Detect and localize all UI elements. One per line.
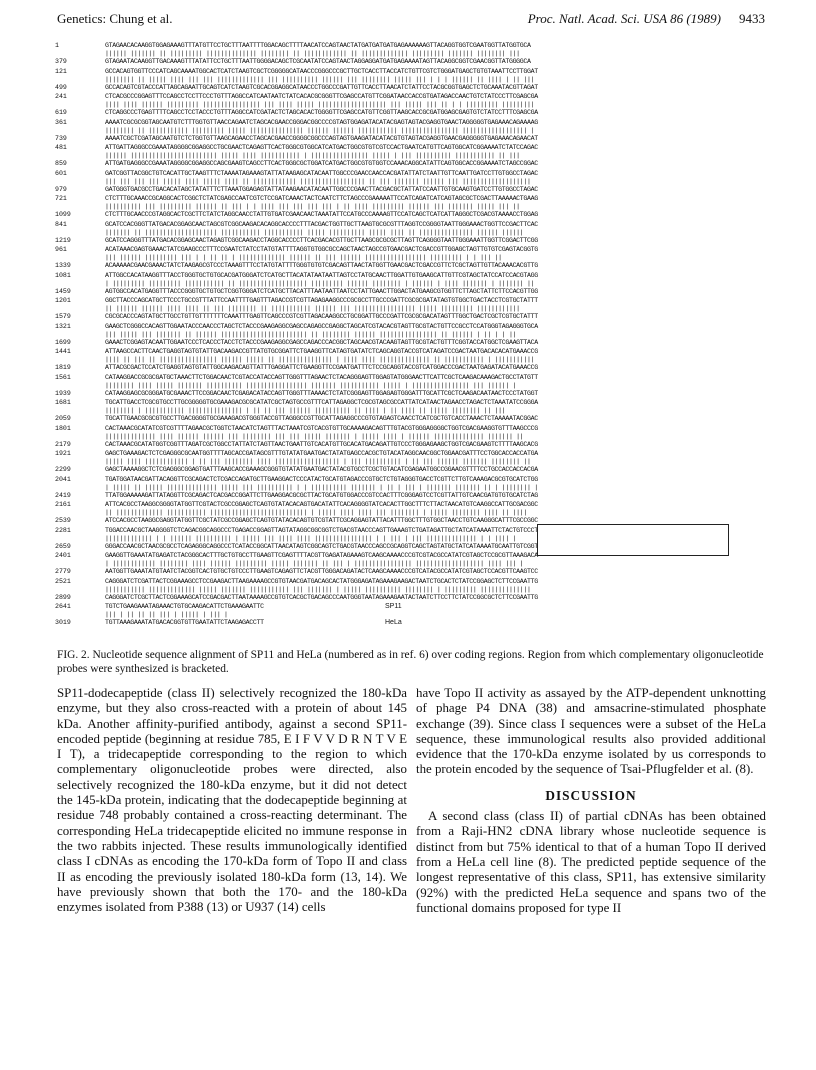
sp11-position-label: 1321 — [55, 322, 71, 330]
alignment-block — [55, 323, 767, 347]
sp11-position-label: 601 — [55, 169, 67, 177]
hela-position-label: 1219 — [55, 236, 71, 244]
sp11-position-label: 241 — [55, 93, 67, 100]
identity-row: ||| ||||| ||| ||||||| || |||||| |||||||||||||||||||||||| || |||||||| |||||| |||||||||||||||| || |||||| | || | | || — [105, 330, 517, 338]
sp11-sequence-row: ATTGGCCACATAAGGTTTACCTGGGTGCTGTGCACGATGGGATCTCATGCTTACATATAATAATTAGTCCTATGCAACTTGGATTGTGAAGCATTGTTCGTAGCTATCCATCCACGTAGG — [105, 271, 538, 279]
alignment-block — [55, 119, 767, 143]
hela-sequence-row: TTATGGAAAAAGATTATAGGTTCGCAGACTCACGACCGGATTCTTGAAGGACGCGCTTACTGCATGTGGACCCGTCCACTTTCGGGAGTCCTCGTTATTGTCAACGATGTGTGCATCTAG — [105, 491, 538, 499]
hela-position-label: 1819 — [55, 364, 71, 371]
hela-position-label: 2539 — [55, 517, 71, 524]
hela-sequence-row: CTCAGGCCCTGAGTTTTCAGCCTCCTACCCTGTTTAGGCCATCGATACTCTAGCACACTGGGGTTCGAGCCATGTTCGGTTAAGCACCGCGATGGAGCGAGTGTCTATCCTTTCGAGCGA — [105, 109, 538, 116]
hela-position-label: 619 — [55, 109, 67, 116]
identity-row: |||||| |||||||||||||||||||||||| ||||| |||| ||||||||||| | |||||||||||||||| ||||| | ||| |||||||||| ||||||||||| || ||| — [105, 152, 520, 159]
sp11-position-label: 1921 — [55, 450, 71, 457]
hela-sequence-row: TGCATTGAACGCGCGTGCCTTGACGGGGTGCGAAAGACGTGGGTACCGTTAGGGCCGTTGCATTAGAGGCCCGTGTAGAGTCAACCTCATCGCTGTCACCTAAACTCTAAAAATACGGAC — [105, 415, 538, 422]
hela-sequence-row: GCCACAGTCGTACCCATTAGCAGAATTGCAGTCATCTAAGTCGCACGGAGGCATAACCCTGGCCCGATTGTTCACCTTAACATCTATTCCTACGCGGTGAGCTCTGCAAATACGTTAGAT — [105, 83, 538, 91]
sp11-sequence-row: ATTAAGCCACTTCAACTGAGGTAGTGTATTGACAAGACCGTTATGTGCGGATTCTGAAGGTTCATAGTGATATCTCAGCAGGTACCGTCATAGATCCGACTAATGACACACATGAAACCG — [105, 348, 538, 355]
sp11-position-label: 1561 — [55, 373, 71, 381]
identity-row: |||| |||| |||||| ||||||||| |||||||||||||||| ||| |||| ||||| ||||||||||||||||||| ||| ||||| ||| || | | ||||||||| ||||||||| — [105, 101, 535, 108]
sp11-sequence-row: CTCTTTGCAAACCGCAGGCACTCGGCTCTATCGAGCCAATCGTCTCCGATCAAACTACTCAATCTTCTAGCCCGAAAAATTCCATCAGATCATCAGTAGCGCTCGACTTAAAAACTGAAG — [105, 195, 538, 202]
alignment-block — [55, 42, 767, 66]
sp11-sequence-row: TGATGGATAACGATTACAGGTTCGCAGACTCTCGACCAGATGCTTGAAGGACTCCCATACTGCATGTAGACCCGTGCTCTGTAGGGTGACCTCGTTCTTGTCAAAGACGCGTGCATCTGG — [105, 475, 538, 483]
identity-row: ||||||| || |||||||||||||||||||| ||||||||||| ||||||||||| ||||| |||||||||| ||||| |||| || ||||||||||||||| |||||| |||||| — [105, 228, 524, 236]
hela-position-label: 1099 — [55, 211, 71, 218]
identity-row: ||||||||||| ||||||||||||| ||||| ||||||| ||||||||||| ||| ||||||| | ||||| |||||||||| |||||||| | ||||||||| |||||||||||||| — [105, 585, 531, 593]
hela-position-label: 2419 — [55, 491, 71, 499]
hela-sequence-row: CAGGGATCTCGCTTACTCGGAAAGCATCCGACGACTTAATAAAAGCCGTGTCACGCTGACAGCCCAATGGGTAATAGAAAGAATACTAATCTTCCTTCTATCCGGCGCTCTTCCGAATTG — [105, 593, 538, 601]
sp11-position-label: 1441 — [55, 348, 71, 355]
identity-row: |||||||| | ||||||||||| ||||||||||||||| | || || ||| |||||| |||||||||| || |||| | || |||| || ||||| |||||||| || ||| — [105, 407, 506, 414]
sp11-sequence-row: TGTCTGAAGAAATAGAAACTGTGCAAGACATTCTGAAAGAATTC — [105, 603, 264, 610]
identity-row: ||| | || || || ||| | ||||| | ||| | — [105, 611, 228, 618]
identity-row: |||||||| |||| ||||| ||||||| |||||||||| ||||||||||||||||| ||||||| ||||||||||| ||||| | |||||||||||||||| ||| |||||| | — [105, 381, 517, 389]
page-number: 9433 — [739, 11, 765, 26]
identity-row: ||||||||||||| | | |||||| |||||||||| | ||||| ||| |||| |||| |||||||||||||||| | | ||| | ||| |||||||||||||| | | |||| | — [105, 534, 517, 542]
hela-sequence-row: ATTACGCGACTCCATCTGAGGTAGTGTATTGGCAAGACAGTTATTTGAGGATTCTGAAGGTTCCGAATGATTTCTCCGCAGGTACCGTCATGGACCCGACTAATGAGATACATGAAACCG — [105, 364, 538, 371]
sp11-label: SP11 — [385, 603, 402, 610]
sp11-position-label: 2401 — [55, 552, 71, 559]
right-paragraph-1: have Topo II activity as assayed by the ATP-dependent unknotting of phage P4 DNA (38) and amsacrine-stimulated phosphate exchange (39). Since class I sequences were a subset of the HeLa sequence, these immunological results also provided additional evidence that the 170-kDa enzyme isolated by us corresponds to the protein encoded by the sequence of Tsai-Pflugfelder et al. (8). — [416, 686, 766, 777]
sp11-sequence-row: CATAAGGACCGCGCGATGCTAAACTTCTGGACAACTCGTACCATACCAGTTGGGTTTAGAACTCTACAGGGAGTTGGAGTATGGGAACTTCATTCGCTCAAGACAAAGACTGCCTATGTT — [105, 373, 538, 381]
sp11-position-label: 2521 — [55, 577, 71, 585]
alignment-block — [55, 374, 767, 398]
alignment-block — [55, 450, 767, 474]
sp11-sequence-row: AAAATCGCGCGGTAGCAATGTCTTTGGTGTTAACCAGAATCTAGCACGAACCGGGACGGCCCCGTAGTGGAGATACATACGAGTAGTACGAGGTGAACTAGGGGGTGAGAAACAGAAAAG — [105, 118, 538, 126]
alignment-block — [55, 425, 767, 449]
sp11-position-label: 1081 — [55, 271, 71, 279]
hela-sequence-row: GATGGGTGACGCCTGACACATAGCTATATTTCTTAAATGGAGAGTATTATAAGAACATACAATTGGCCCGAACTTACGACGCTATTATCCAATTGTGCAAGTGATCCTTGTGGCCTAGAC — [105, 185, 538, 193]
identity-row: |||||| ||||||| || ||||||||| |||||||||||||| |||||||| || |||||||||||| || ||||||||||||| ||||||||| ||||||| |||||||| ||| — [105, 50, 520, 57]
alignment-block — [55, 527, 767, 551]
alignment-block — [55, 246, 767, 270]
sp11-sequence-row: GTAGAACACAAGGTGGAGAAAGTTTATGTTCCTGCTTTAATTTTGGACAGCTTTTAACATCCAGTAACTATGATGATGATGAGAAAAAAGTTACAGGTGGTCGAATGGTTATGGTGCA — [105, 42, 531, 49]
sp11-position-label: 1681 — [55, 399, 71, 406]
hela-sequence-row: AATGGTTGAAATATGTAATCTACGGTCACTGTGCTGTCCCTTGAAGTCAGAGTTCTACGTTGGGACAGATACTCAAGCAAAACCCGTCATACGCCATATCGTAGCTCCACGTTCAAGTCC — [105, 568, 538, 575]
sp11-sequence-row: GAAGGTTGAAATATGAGATCTACGGGCACTTTGCTGTGCCTTGAAGTTCGAGTTTTACGTTGAGATAGAAAGTCAAGCAAAACCCGTCGTACGCCATATCGTAGCTCCGCGTTAAAGACA — [105, 552, 538, 559]
hela-position-label: 2899 — [55, 593, 71, 601]
alignment-block — [55, 552, 767, 576]
identity-row: |||||||||| ||| ||||||||| |||||| || ||| | | |||| ||| ||| ||| ||| | || |||| ||||||||| |||||| ||| ||||||| ||||| ||| || — [105, 203, 520, 210]
identity-row: | |||||||||||| |||||||| |||| |||||| ||||||||| ||||| ||||||| || ||| | |||||||||||||||| ||||||||||||||||||| |||| ||| | — [105, 560, 524, 567]
alignment-block — [55, 272, 767, 296]
hela-sequence-row: CATAAGGAGCGCGGGATGCGAAACTTCCGGACAACTCGAGACATACCAGTTGGGTTTAAAACTCTATCGGGAGTTGGAGAGTGGGATTTGCATTCGCTCAAGACAATAACTCCCTATGGT — [105, 389, 538, 397]
hela-position-label: 1939 — [55, 389, 71, 397]
sp11-sequence-row: GAAGCTCGGGCCACAGTTGGAATACCCAACCCTAGCTCTACCCGAAGAGGCGAGCCAGAGCCGAGGCTAGCATCGTACACGTAGTTGCGTACTGTTCCGCCTCCATGGGTAGAGGGTGCA — [105, 322, 538, 330]
hela-sequence-row: GAAACTCGGAGTACAATTGGAATCCCTCACCCTACCTCTACCCGAAGAGGCGAGCCAGACCCACGGCTAGCAACGTACAAGTAGTTGCGTACTGTTTCGGTACCATGGCTCGAAGTTACA — [105, 338, 538, 346]
alignment-block — [55, 144, 767, 168]
identity-row: |||| || ||| || |||||||||||||||| |||||| ||||| || ||||||||||||||| | |||| |||| |||||||||||||| || ||||||||||| | ||||||||||| — [105, 356, 535, 363]
sp11-sequence-row: ATTCACGCCTAAGGCGGGGTATGGTTCGTACTCGCCGGAGCTCAGTGTATACACAGTGACATATTCACAGGGGTATCACACTTGGCTTTCTTACTAACATGTCAAGGCCATTGCGACGGC — [105, 501, 538, 508]
hela-position-label: 379 — [55, 58, 67, 65]
hela-sequence-row: AAAATCGCTCGATAGCAATGTCTCTGGTGTTAAGCAGAACCTAGCACGAACCGGGGCGGCCCAGTAGTGAAGATACATACGTGTAGTACGAGGTGAACGAGGGGGTGAGAAACAGAACAT — [105, 134, 538, 142]
alignment-block — [55, 170, 767, 194]
alignment-block — [55, 399, 767, 423]
identity-row: ||| ||| ||| ||| ||||| |||| ||||| |||| || |||||||||||| |||||||||||||||||| || ||| ||||||| |||||| ||| ||||||||||||||||||| — [105, 177, 531, 185]
sp11-position-label: 961 — [55, 246, 67, 253]
discussion-heading: DISCUSSION — [545, 787, 637, 803]
header-left: Genetics: Chung et al. — [57, 11, 173, 26]
hela-position-label: 1579 — [55, 313, 71, 320]
sequence-alignment-figure — [55, 42, 767, 630]
alignment-block — [55, 476, 767, 500]
hela-position-label: 2179 — [55, 440, 71, 448]
identity-row: | ||||||||| ||||||||| ||||||||||| || ||||||||||||||||||| ||||||||| |||||| |||||||| | |||||| | |||| ||||||| | ||||||| || — [105, 279, 535, 287]
sp11-sequence-row: ACATAAACGAGTGAAACTATCGAAGCCCTTTCCGAATCTATCCTATGTATTTTAGGTGTGGCGCCAGCTAACTAGCCGTGAACGACTCGACCGTTGGAGCTAGTTGTGTCGAGTACGGTG — [105, 246, 538, 253]
sp11-sequence-row: GATCGGTTACGGCTGTCACATTGCTAAGTTTCTAAAATAGAAAGTATTATAAGAGCATACAATTGGCCCGAACCAACCACGATATTATCTAATTGTTCAATTGATCCTTGTGGCCTAGAC — [105, 169, 538, 177]
sp11-sequence-row: CAGGGATCTCGATTACTCGGAAAGCCTCCGAAGACTTAAGAAAAGCCGTGTAACGATGACAGCACTATGGGAGATAGAAAGAAGACTAATCTGCACTCTATCCGGAGCTCTTCCGAATTG — [105, 577, 538, 585]
sp11-position-label: 721 — [55, 195, 67, 202]
sp11-position-label: 2281 — [55, 526, 71, 534]
hela-position-label: 739 — [55, 134, 67, 142]
alignment-block — [55, 297, 767, 321]
sp11-position-label: 121 — [55, 67, 67, 75]
hela-position-label: 859 — [55, 160, 67, 167]
alignment-block — [55, 578, 767, 602]
figure-caption: FIG. 2. Nucleotide sequence alignment of SP11 and HeLa (numbered as in ref. 6) over coding regions. Region from which complementary oligonucleotide probes were synthesized is bracketed. — [57, 649, 764, 675]
identity-row: | ||||| || ||||| |||||||||||||| ||||| ||| |||||||||| | | |||||||||| ||||||| | || | ||| | ||||||| ||||||| || | |||||||| | — [105, 483, 538, 491]
sp11-position-label: 841 — [55, 220, 67, 228]
hela-sequence-row: CGCGCACCCAGTATGCTTGCCTGTTGTTTTTTTCAAATTTGAGTTCAGCCCGTCGTTAGACAAGGCCTGCGGATTGCCCGATTCGCGCGACATAGTTTGGCTGACTCGCTCGTGCTATTT — [105, 313, 538, 320]
identity-row: || |||||| |||||| |||| |||| || ||| |||||||| || ||||||||||| |||||| ||| ||||||||||||||||| ||||| ||||||||| |||||||||||| — [105, 305, 520, 312]
sp11-position-label: 1201 — [55, 297, 71, 304]
hela-sequence-row: ATTGATGAGGGCCGAAATAGGGGCGGAGGCCAGCGAAGTCAGCCTTCACTGGGCGCTGGATCATGACTGGCGTGTGGTCCAAACAGGCATATTCAGTGGCACCGGAAAATCTAGCCGGAC — [105, 160, 538, 167]
alignment-block — [55, 501, 767, 525]
hela-position-label: 1339 — [55, 262, 71, 269]
alignment-block — [55, 68, 767, 92]
identity-row: ||||| |||| |||||||||||| | || ||| |||||||| |||| |||||||||||||||||| | ||| |||||||||| | || ||| |||||| ||||||| |||||||| || — [105, 458, 531, 465]
sp11-position-label: 1 — [55, 42, 59, 49]
hela-sequence-row: ACAAAAACGAACGAAACTATCTAAGAGCGTCCCTAAAGTTTCCTATGTATTTTGGGTGTGTCGACAGTTAACTATGGTTGAACGACTCGACCGTTCTCGCTAGTTGTTACAAACACGTTG — [105, 262, 538, 269]
running-header — [57, 11, 765, 29]
sp11-position-label: 2161 — [55, 501, 71, 508]
sp11-sequence-row: TGGACCAACGCTAAGGGGTCTCAGACGGCAGGCCCTGAGACCGGAGTTAGTATAGGCGGCGGTCTGACGTAACCCAGTTGAAAGTCTGATAGATTGCTATCATAAAATTCTACTGTCCCT — [105, 526, 538, 534]
sp11-sequence-row: ATTGATTAGGGCCGAAATAGGGGCGGAGGCCTGCGAACTCAGAGTTCACTGGGCGTGGCATCATGACTGGCGTGTCGTCCACTGAATCATGTTCAGTGGCATCGGAAAATCTATCCAGAC — [105, 144, 538, 151]
sp11-sequence-row: GAGCTGAAAGACTCTCGAGGGCGCAATGGTTTTAGCACCGATAGCGTTTGTATATGAATGACTATATGAGCCACGCTGTACATAGGCAACGGCTGGAACGATTTCCTGGCACCACCATGA — [105, 450, 538, 457]
sp11-position-label: 2641 — [55, 603, 71, 610]
sp11-position-label: 1801 — [55, 424, 71, 432]
hela-position-label: 1699 — [55, 338, 71, 346]
hela-sequence-row: GTAGAATACAAGGTTGACAAAGTTTATATTCCTGCTTTAATTGGGGACAGCTCGCAATATCCAGTAACTAGGAGGATGATGAGAAAATAGTTACAGGCGGTCGAACGGTTATGGGGCA — [105, 58, 531, 65]
right-column — [416, 686, 766, 916]
sp11-sequence-row: GGCTTACCCAGCATGCTTCCCTGCCGTTTATTCCAATTTTGAGTTTAGACCGTCGTTAGAGAAGGCCCGCGCCTTGCCCGATTCGCGCGATATAGTGTGGCTGACTACCTCGTGCTATTT — [105, 297, 538, 304]
hela-label: HeLa — [385, 619, 402, 626]
header-journal: Proc. Natl. Acad. Sci. USA 86 (1989) — [527, 11, 721, 26]
left-paragraph: SP11-dodecapeptide (class II) selectively recognized the 180-kDa enzyme, but they also cross-reacted with a protein of about 145 kDa. Another affinity-purified antibody, against a second SP11-encoded peptide (beginning at residue 785, E I F V V D R N T V E I T), a tridecapeptide corresponding to the region to which complementary oligonucleotide probes were directed, also selectively recognized the 180-kDa enzyme, but it did not detect the 145-kDa protein, indicating that the dodecapeptide beginning at residue 748 probably contained a cross-reacting determinant. The corresponding HeLa tridecapeptide elicited no immune response in the two rabbits injected. These results immunologically identified class I cDNAs as encoding the 170-kDa form of Topo II and class II as encoding the previously isolated 180-kDa form (13, 14). We have previously shown that both the 170- and the 180-kDa enzymes isolated from P388 (13) or U937 (14) cells — [57, 686, 407, 915]
alignment-block — [55, 195, 767, 219]
hela-position-label: 1459 — [55, 287, 71, 295]
hela-sequence-row: ATCCACGCCTAAGGCGAGGTATGGTTCGCTATCGCCGGAGCTCAGTGTATACACAGTGTCGTATTCGCAGGAGTATTACATTTGGCTTTGTGGCTAACCTGTCAAGGGCATTTCGCCGGC — [105, 517, 538, 524]
sp11-position-label: 481 — [55, 144, 67, 151]
sp11-sequence-row: GCCACAGTGGTTCCCATCAGCAAAATGGCACTCATCTAAGTCGCTCGGGGGCATAACCCGGGCCCGCTTGCTCACCTTACCATCTGTTCGTCTGGGATGAGCTGTGTAAATTCCTTGGAT — [105, 67, 538, 75]
hela-sequence-row: TGTTAAAGAAATATGACACGGTGTTGAATATTCTAAGAGACCTT — [105, 619, 264, 626]
alignment-block — [55, 221, 767, 245]
header-right — [528, 11, 765, 27]
identity-row: |||||||| || ||||||||||| ||||||||| ||||| ||||||||||||||| |||||| |||||| ||||||||||| |||||||||||||||| |||||||||||||||||| | — [105, 126, 535, 134]
hela-sequence-row: AGTGGCCACATGAGGTTTACCCGGGTGCTGTGCTCGGTGGGATCTCATGCTTACATTTAATAATTAATCCTATTGAACTTGGACTATGAAGCGTGGTTCTTAGCTATTCTTCCACGTTGG — [105, 287, 538, 295]
identity-row: |||||||||||||| |||| |||||| |||||| ||| |||||||| ||| ||| ||||| ||||||| | ||||| |||| | |||||| |||||||||||||| ||||||| || — [105, 432, 524, 440]
hela-sequence-row: CTCTTTGCAACCCGTAGGCACTCGCTTCTATCTAGGCAACCTATTGTGATCGAACAACTAAATATTCCATGCCCAAAAGTTCCATCAGCTCATCATTAGGGCTCGACGTAAAACCTGGAG — [105, 211, 538, 218]
identity-row: ||| |||||| ||||||||| ||| | | || || | ||||||||||||| |||||| || ||| |||||| ||||||||||||||||| ||||||||| | | ||| || — [105, 254, 502, 261]
hela-position-label: 3019 — [55, 619, 71, 626]
identity-row: |||||||| || ||||| |||| ||| ||| ||||||||||||| ||| |||||||||| |||||| ||| |||||||| ||||| ||| | | | |||||| || |||| | || ||| — [105, 75, 535, 83]
identity-row: || ||||||||||||| ||||||||||| ||||||||||||||||||||||||||| | ||||| |||| |||| ||| |||||||| | ||||| |||||||| |||| || |||| — [105, 509, 528, 516]
hela-sequence-row: GCATCCAGGGTTTATGACACGGAGCAACTAGAGTCGGCAAGACCTAGGCACCCCTTCACGACACGTTGCTTAAGCGCGCGCTTAGTTCAGGGGTAATTGGGAAATTGGTTCGGACTTCGG — [105, 236, 538, 244]
sp11-position-label: 361 — [55, 118, 67, 126]
alignment-block — [55, 348, 767, 372]
hela-position-label: 2299 — [55, 466, 71, 473]
hela-position-label: 979 — [55, 185, 67, 193]
right-paragraph-2: A second class (class II) of partial cDNAs has been obtained from a Raji-HN2 cDNA library whose nucleotide sequence is distinct from but 75% identical to that of a human Topo II derived from a HeLa cell line (8). The predicted peptide sequence of the longest representative of this class, SP11, has extensive similarity (92%) with the predicted HeLa sequence and spans two of the functional domains proposed for type II — [416, 809, 766, 915]
hela-sequence-row: CACTAAACGCATATGGTCGGTTTAGATCGCTGGCCTATTATCTAGTTAACTGAATTGTCACATGTTGCACATGACAGATTGTCCCTGGGAGAAGCTGGTCGACGAAGTCTTTTAAGCACG — [105, 440, 538, 448]
hela-position-label: 2779 — [55, 568, 71, 575]
sp11-sequence-row: TGCATTGACCTCGCGTGCCTTGCGGGGGTGCGAAAGACGCGCATATCGCTAGTGCCGTTTCATTAGAGGCTCGCGTAGCGCCATTATCATAACTAGAACCTAGACTCTAAATATCCGGGA — [105, 399, 538, 406]
hela-sequence-row: GAGCTAAAAGGCTCTCGAGGGCGGAGTGATTTAAGCACCGAAAGCGGGTGTATATGAATGACTATACGTGCCTCGCTGTACATCGAGAATGGCCGGAACGTTTTCCTGCCACCACCACGA — [105, 466, 538, 473]
hela-position-label: 499 — [55, 83, 67, 91]
sp11-position-label: 2041 — [55, 475, 71, 483]
sp11-sequence-row: GCATCCACGGGTTATGACACGGAGCAACTAGCGTCGGCAAGACACAGGCACCCCTTTACGACTGGTTGCTTAAGTGCGCGTTTAGGTCCGGGGTAATTGGGAAACTGGTTCCGACTTCAC — [105, 220, 538, 228]
alignment-block — [55, 603, 767, 627]
hela-sequence-row: GGGACCAACGCTAACGCGCCTCAGAGGGCAGGCCCTCATACCGGCATTAACATAGTCGGCAGTCTGACGTAACCCAGCCGCAGGTCAGCTAGTATGCTATCATAAAATGCAATTGTCGGT — [105, 542, 538, 550]
hela-position-label: 2659 — [55, 542, 71, 550]
sp11-sequence-row: CTCACGCCCGGAGTTTCCAGCCTCCTTCCCTGTTTAGGCCATCAATAATCTATCACACGCGGGTTCGAGCCATGTTCGGATAACCACCGTGATAGACCAACTGTCTATCCCTTCGAGCGA — [105, 93, 538, 100]
hela-position-label: 2059 — [55, 415, 71, 422]
left-column — [57, 686, 407, 915]
sp11-sequence-row: CACTAAACGCATATCGTCGTTTTAGAACGCTGGTCTAACATCTAGTTTACTAAATCGTCACGTGTTGCAAAAGACAGTTTGTACGTGGGAGGGGCTGGTCGACGAAGGTGTTTAAGCCCG — [105, 424, 538, 432]
alignment-block — [55, 93, 767, 117]
